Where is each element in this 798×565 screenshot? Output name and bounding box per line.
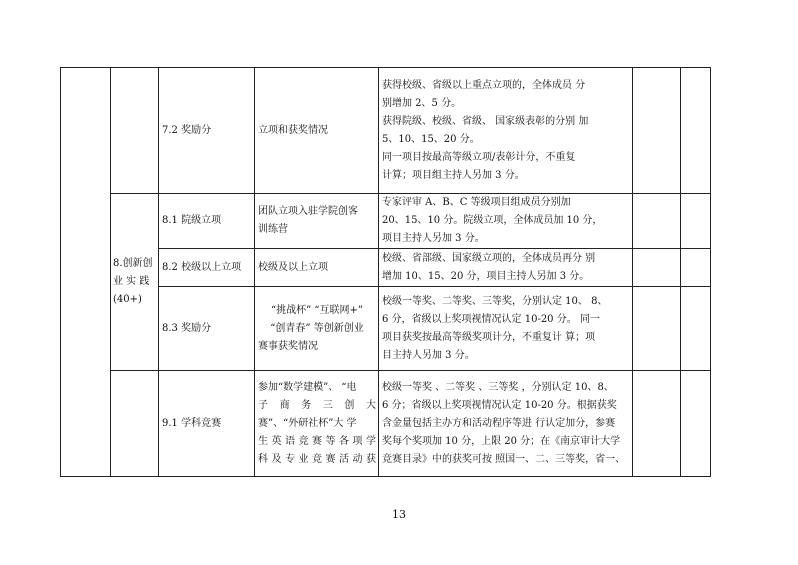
condition-line: “创青春” 等创新创业: [270, 322, 364, 334]
condition-line: 立项和获奖情况: [258, 124, 328, 136]
condition-line: 赛事获奖情况: [258, 340, 318, 352]
scoring-table: [60, 67, 711, 477]
condition-line: 团队立项入驻学院创客: [258, 206, 358, 217]
condition-cell: [255, 287, 379, 371]
condition-line: 参加“数学建模”、 “电: [258, 381, 357, 393]
page-number: 13: [392, 508, 406, 521]
blank-left-cell: [61, 68, 111, 477]
category-line: 8.创新创: [113, 258, 153, 269]
sub-item-label: 9.1 学科竞赛: [162, 417, 222, 429]
condition-cell: [255, 249, 379, 287]
description-line: 别增加 2、5 分。: [382, 97, 462, 109]
blank-note-cell: [681, 68, 711, 194]
description-line: 获得校级、省级以上重点立项的，全体成员 分: [382, 79, 586, 91]
category-line: 业 实 践: [113, 276, 150, 287]
blank-category-cell: [111, 68, 159, 194]
sub-item-label: 8.3 奖励分: [162, 322, 212, 334]
sub-item-label: 8.2 校级以上立项: [162, 261, 242, 273]
blank-note-cell: [681, 287, 711, 371]
description-cell: [379, 68, 633, 194]
condition-cell: [255, 371, 379, 477]
condition-cell: [255, 68, 379, 194]
sub-item-cell: [159, 371, 255, 477]
description-line: 6 分，省级以上奖项视情况认定 10-20 分。 同一: [382, 313, 600, 325]
table-row: [61, 194, 711, 249]
blank-score-cell: [633, 249, 681, 287]
sub-item-label: 7.2 奖励分: [162, 124, 212, 136]
description-cell: [379, 371, 633, 477]
table-row: [61, 287, 711, 371]
description-line: 增加 10、15、20 分，项目主持人另加 3 分。: [382, 270, 590, 282]
sub-item-cell: [159, 287, 255, 371]
blank-score-cell: [633, 68, 681, 194]
description-line: 专家评审 A、B、C 等级项目组成员分别加: [382, 197, 571, 208]
sub-item-cell: [159, 249, 255, 287]
description-line: 竞赛目录》中的获奖可按 照国一、二、三等奖，省一、: [382, 453, 626, 465]
description-line: 20、15、10 分。院级立项，全体成员加 10 分，: [382, 215, 603, 226]
description-line: 6 分；省级以上奖项视情况认定 10-20 分。根据获奖: [382, 399, 617, 411]
description-line: 同一项目按最高等级立项/表彰计分，不重复: [382, 151, 576, 163]
sub-item-cell: [159, 194, 255, 249]
blank-note-cell: [681, 194, 711, 249]
blank-score-cell: [633, 371, 681, 477]
description-cell: [379, 194, 633, 249]
description-line: 含金量包括主办方和活动程序等进 行认定加分，参赛: [382, 417, 616, 429]
blank-score-cell: [633, 194, 681, 249]
category-line: (40+): [113, 294, 142, 305]
condition-line: 赛”、“外研社杯”大 学: [258, 417, 357, 429]
table-row: [61, 249, 711, 287]
description-line: 5、10、15、20 分。: [382, 133, 480, 145]
description-line: 奖每个奖项加 10 分，上限 20 分；在《南京审计大学: [382, 435, 621, 447]
description-cell: [379, 287, 633, 371]
condition-line: 科 及 专 业 竞 赛 活 动 获: [258, 453, 376, 465]
category-cell: [111, 194, 159, 371]
description-line: 校级、省部级、国家级立项的，全体成员再分 别: [382, 252, 596, 264]
description-line: 项目主持人另加 3 分。: [382, 233, 485, 244]
condition-line: “挑战杯” “互联网+”: [270, 304, 363, 316]
description-cell: [379, 249, 633, 287]
table-row: [61, 371, 711, 477]
blank-note-cell: [681, 371, 711, 477]
description-line: 目主持人另加 3 分。: [382, 349, 475, 361]
description-line: 校级一等奖 、二等奖 、三等奖 ，分别认定 10、8、: [382, 381, 614, 393]
blank-note-cell: [681, 249, 711, 287]
blank-category-cell: [111, 371, 159, 477]
condition-line: 校级及以上立项: [258, 261, 328, 273]
sub-item-label: 8.1 院级立项: [162, 215, 222, 226]
description-line: 获得院级、校级、省级、 国家级表彰的分别 加: [382, 115, 589, 127]
condition-cell: [255, 194, 379, 249]
description-line: 计算；项目组主持人另加 3 分。: [382, 169, 525, 181]
sub-item-cell: [159, 68, 255, 194]
condition-line: 训练营: [258, 224, 288, 235]
description-line: 项目获奖按最高等级奖项计分，不重复计 算；项: [382, 331, 596, 343]
condition-line: 子 商 务 三 创 大: [258, 399, 376, 411]
condition-line: 生 英 语 竞 赛 等 各 项 学: [258, 435, 376, 447]
blank-score-cell: [633, 287, 681, 371]
table-row: [61, 68, 711, 194]
description-line: 校级一等奖、二等奖、三等奖，分别认定 10、 8、: [382, 295, 608, 307]
